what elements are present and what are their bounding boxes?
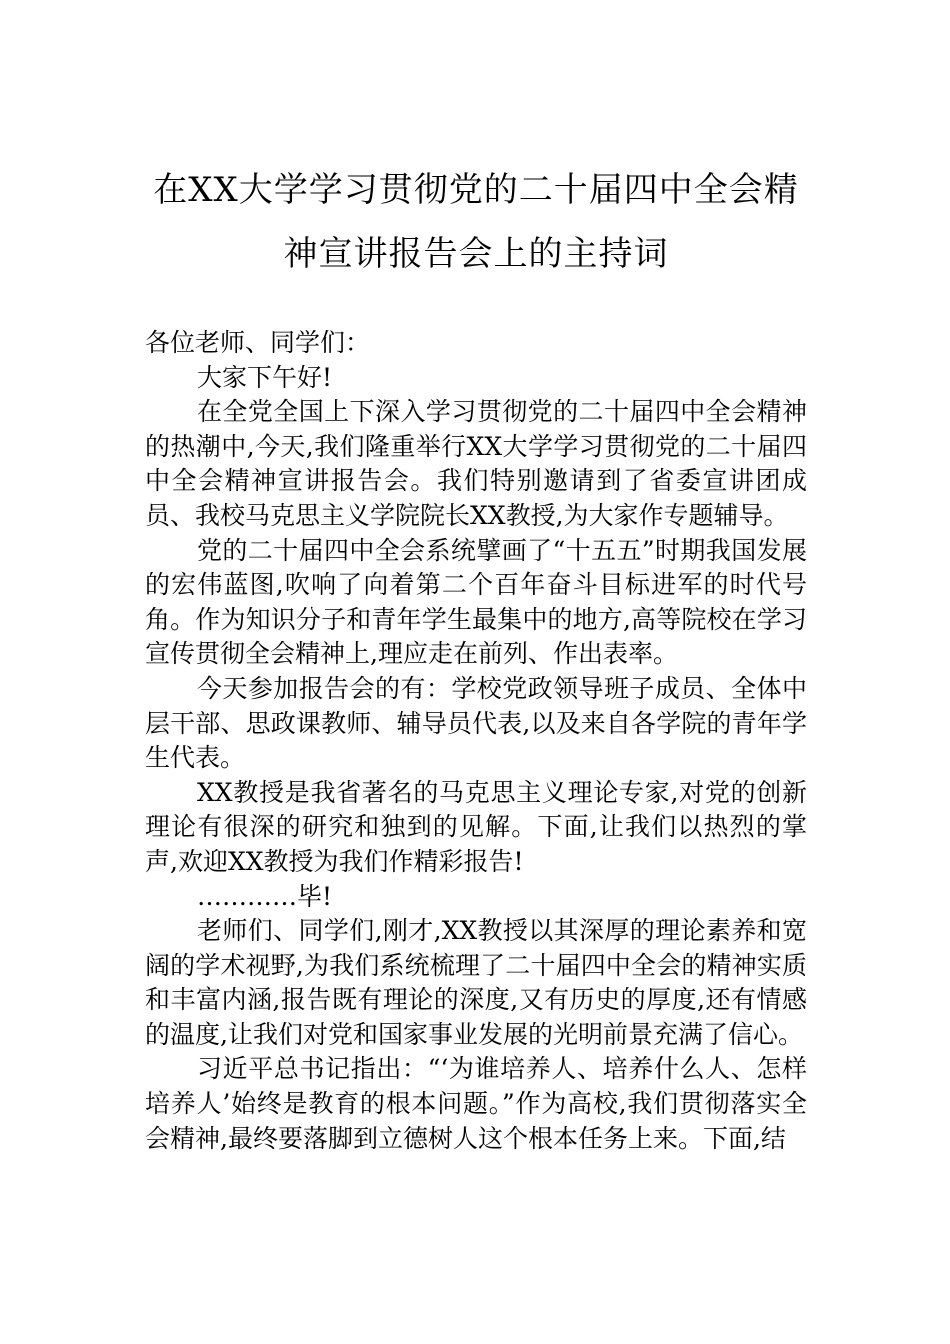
paragraph-summary: 老师们、同学们,刚才,XX教授以其深厚的理论素养和宽阔的学术视野,为我们系统梳理了二十届四中全会的精神实质和丰富内涵,报告既有理论的深度,又有历史的厚度,还有情感的温度,让我们对党和国家事业发展的光明前景充满了信心。 xyxy=(145,916,807,1049)
paragraph-significance: 党的二十届四中全会系统擘画了“十五五”时期我国发展的宏伟蓝图,吹响了向着第二个百年奋斗目标进军的时代号角。作为知识分子和青年学生最集中的地方,高等院校在学习宣传贯彻全会精神上,理应走在前列、作出表率。 xyxy=(145,535,807,669)
paragraph-report-end: …………毕! xyxy=(197,881,333,911)
paragraph-attendees: 今天参加报告会的有：学校党政领导班子成员、全体中层干部、思政课教师、辅导员代表,以及来自各学院的青年学生代表。 xyxy=(145,673,807,773)
document-body xyxy=(145,326,807,1156)
document-title: 在XX大学学习贯彻党的二十届四中全会精神宣讲报告会上的主持词 xyxy=(153,170,799,274)
paragraph-opening: 在全党全国上下深入学习贯彻党的二十届四中全会精神的热潮中,今天,我们隆重举行XX大学学习贯彻党的二十届四中全会精神宣讲报告会。我们特别邀请到了省委宣讲团成员、我校马克思主义学院院长XX教授,为大家作专题辅导。 xyxy=(145,397,807,530)
salutation: 各位老师、同学们： xyxy=(145,328,371,357)
paragraph-greeting: 大家下午好! xyxy=(197,362,333,392)
paragraph-speaker-intro: XX教授是我省著名的马克思主义理论专家,对党的创新理论有很深的研究和独到的见解。下面,让我们以热烈的掌声,欢迎XX教授为我们作精彩报告! xyxy=(145,777,807,876)
paragraph-quote: 习近平总书记指出：“‘为谁培养人、培养什么人、怎样培养人’始终是教育的根本问题。”作为高校,我们贯彻落实全会精神,最终要落脚到立德树人这个根本任务上来。下面,结 xyxy=(145,1054,807,1153)
